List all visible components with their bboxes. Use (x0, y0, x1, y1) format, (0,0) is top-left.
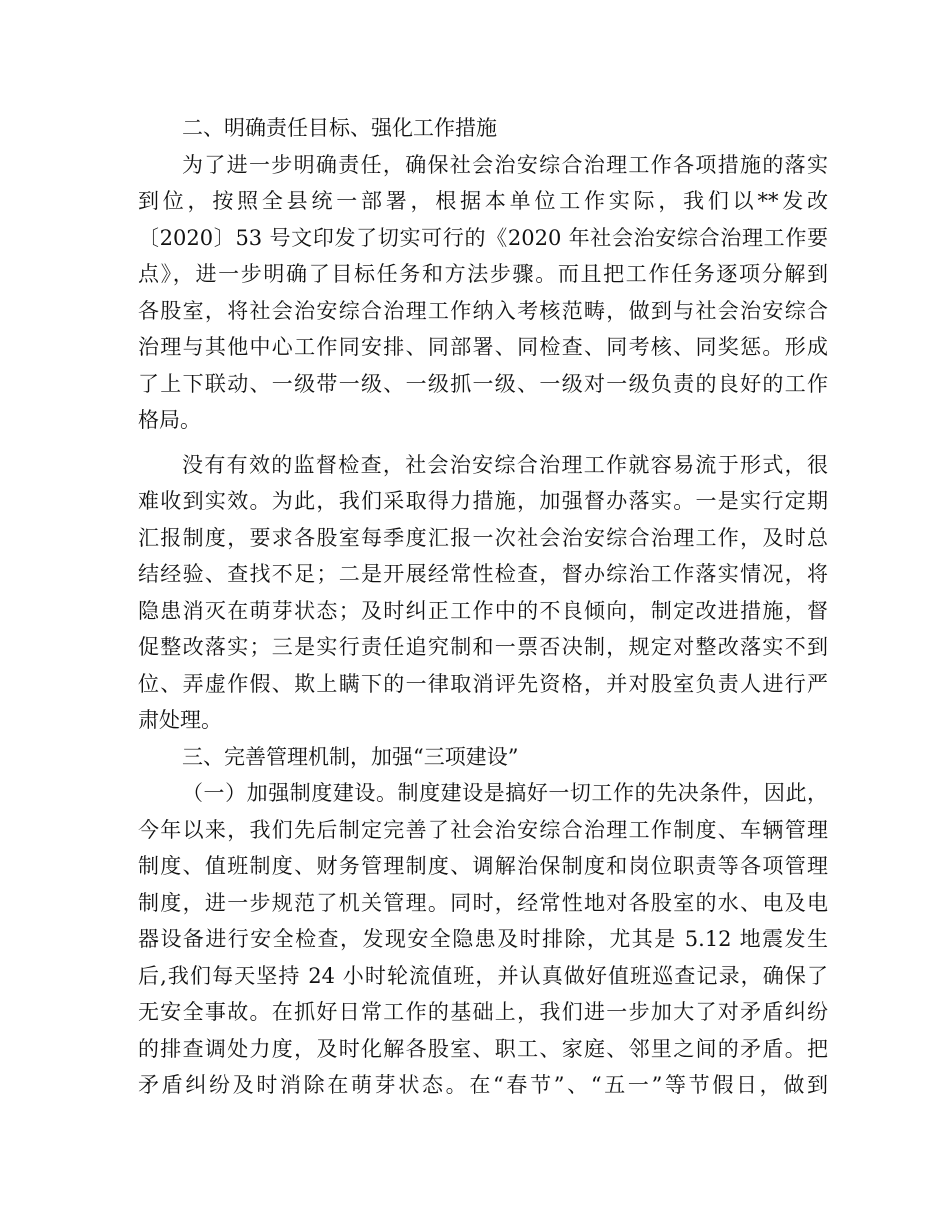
paragraph-line: 今年以来，我们先后制定完善了社会治安综合治理工作制度、车辆管理 (138, 817, 828, 842)
paragraph-line: 汇报制度，要求各股室每季度汇报一次社会治安综合治理工作，及时总 (138, 525, 828, 550)
section-heading-3: 三、完善管理机制，加强“三项建设” (182, 744, 519, 769)
paragraph-line: 没有有效的监督检查，社会治安综合治理工作就容易流于形式，很 (182, 452, 828, 477)
paragraph-line: 到位，按照全县统一部署，根据本单位工作实际，我们以**发改 (138, 189, 828, 213)
section-heading-2: 二、明确责任目标、强化工作措施 (182, 116, 497, 140)
paragraph-system-building (138, 775, 828, 1104)
paragraph-line: 制度，进一步规范了机关管理。同时，经常性地对各股室的水、电及电 (138, 890, 828, 915)
paragraph-line: 肃处理。 (138, 708, 222, 732)
paragraph-line: 点》，进一步明确了目标任务和方法步骤。而且把工作任务逐项分解到 (138, 262, 828, 286)
paragraph-line: 矛盾纠纷及时消除在萌芽状态。在“春节”、“五一”等节假日，做到 (138, 1073, 828, 1097)
paragraph-line: 隐患消灭在萌芽状态；及时纠正工作中的不良倾向，制定改进措施，督 (138, 598, 828, 623)
paragraph-line: 了上下联动、一级带一级、一级抓一级、一级对一级负责的良好的工作 (138, 371, 828, 396)
paragraph-line: 〔2020〕53 号文印发了切实可行的《2020 年社会治安综合治理工作要 (138, 225, 828, 250)
paragraph-line: 促整改落实；三是实行责任追究制和一票否决制，规定对整改落实不到 (138, 635, 828, 659)
paragraph-line: 位、弄虚作假、欺上瞒下的一律取消评先资格，并对股室负责人进行严 (138, 671, 828, 696)
paragraph-line: 无安全事故。在抓好日常工作的基础上，我们进一步加大了对矛盾纠纷 (138, 1000, 828, 1024)
paragraph-line: 各股室，将社会治安综合治理工作纳入考核范畴，做到与社会治安综合 (138, 298, 828, 323)
paragraph-responsibility (138, 147, 828, 439)
paragraph-line: 后,我们每天坚持 24 小时轮流值班，并认真做好值班巡查记录，确保了 (138, 963, 828, 988)
paragraph-line: 为了进一步明确责任，确保社会治安综合治理工作各项措施的落实 (182, 152, 828, 177)
paragraph-line: 治理与其他中心工作同安排、同部署、同检查、同考核、同奖惩。形成 (138, 335, 828, 359)
paragraph-line: 制度、值班制度、财务管理制度、调解治保制度和岗位职责等各项管理 (138, 854, 828, 878)
document-page (138, 110, 828, 1104)
paragraph-line: 格局。 (138, 408, 201, 432)
paragraph-supervision (138, 447, 828, 739)
paragraph-line: 器设备进行安全检查，发现安全隐患及时排除，尤其是 5.12 地震发生 (138, 927, 828, 951)
paragraph-line: （一）加强制度建设。制度建设是搞好一切工作的先决条件，因此， (182, 781, 828, 805)
paragraph-line: 结经验、查找不足；二是开展经常性检查，督办综治工作落实情况，将 (138, 562, 828, 586)
paragraph-line: 难收到实效。为此，我们采取得力措施，加强督办落实。一是实行定期 (138, 489, 828, 513)
paragraph-line: 的排查调处力度，及时化解各股室、职工、家庭、邻里之间的矛盾。把 (138, 1036, 828, 1061)
